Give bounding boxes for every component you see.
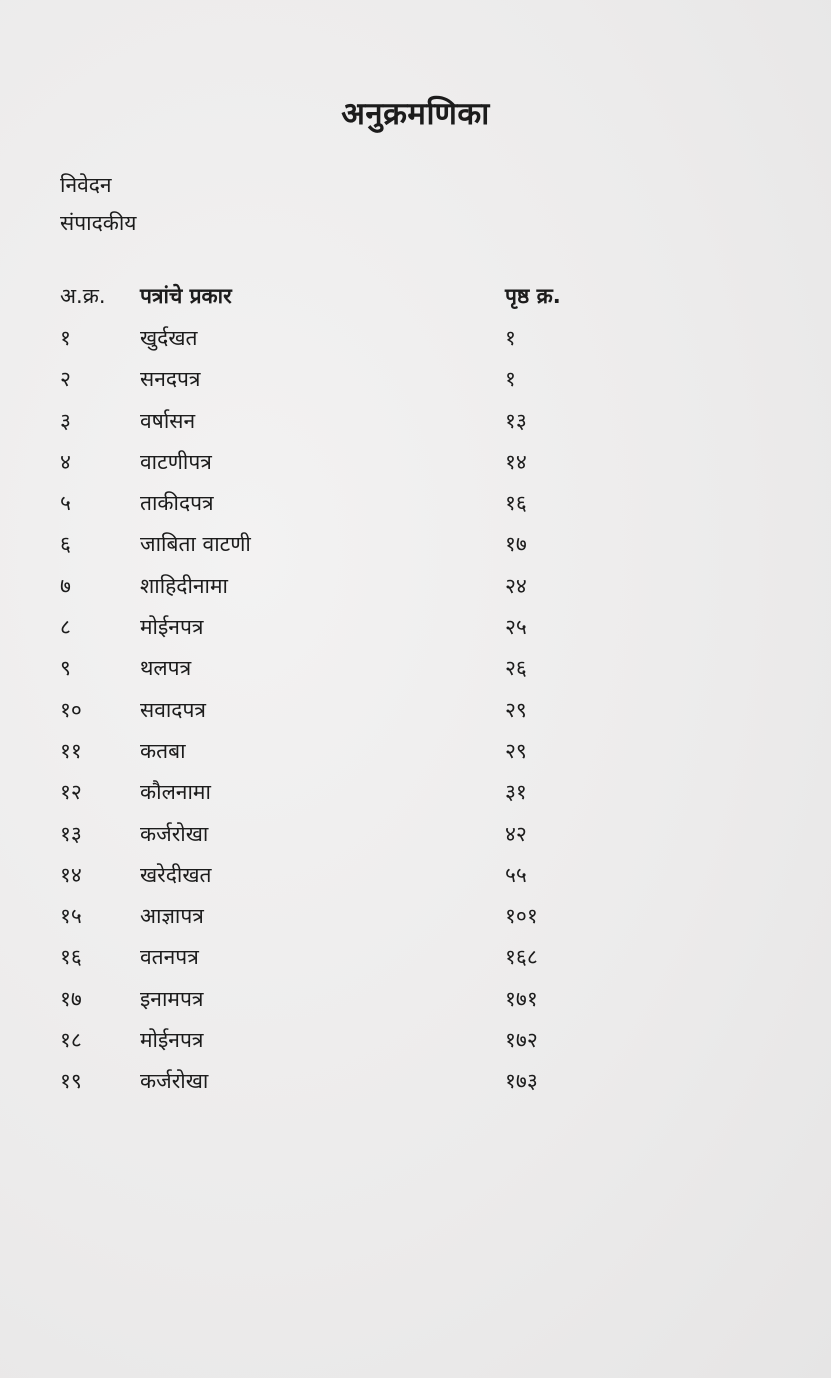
toc-row [0,363,831,404]
toc-row [0,487,831,528]
toc-row [0,735,831,776]
toc-serial-number: १४ [60,862,82,887]
toc-letter-type: मोईनपत्र [140,1028,204,1053]
toc-serial-number: ८ [60,615,71,640]
toc-row [0,652,831,693]
header-page-number: पृष्ठ क्र. [505,284,561,308]
toc-serial-number: २ [60,367,71,392]
toc-serial-number: ४ [60,449,71,474]
toc-page-number: १७२ [505,1028,538,1053]
toc-letter-type: वर्षासन [140,408,196,433]
toc-page-number: १३ [505,408,527,433]
toc-page-number: २९ [505,697,527,722]
toc-page-number: ३१ [505,780,527,805]
header-letter-type: पत्रांचे प्रकार [140,284,232,308]
toc-letter-type: सनदपत्र [140,367,201,392]
toc-letter-type: खुर्दखत [140,326,198,350]
toc-serial-number: १७ [60,986,82,1011]
toc-page-number: १ [505,326,516,350]
toc-page-number: ५५ [505,862,527,887]
toc-serial-number: ११ [60,738,82,763]
toc-letter-type: कौलनामा [140,780,211,805]
toc-row [0,570,831,611]
toc-page-number: १७१ [505,986,538,1011]
toc-serial-number: ७ [60,573,71,598]
toc-list [0,322,831,1107]
toc-letter-type: वाटणीपत्र [140,449,212,474]
toc-serial-number: १० [60,697,82,722]
toc-page-number: १७३ [505,1069,538,1094]
toc-letter-type: खरेदीखत [140,862,212,887]
toc-serial-number: १८ [60,1028,82,1053]
toc-serial-number: १९ [60,1069,82,1094]
toc-letter-type: शाहिदीनामा [140,573,228,598]
toc-letter-type: कतबा [140,738,186,763]
toc-letter-type: इनामपत्र [140,986,204,1011]
toc-page-number: १७ [505,532,527,557]
toc-page-number: २९ [505,738,527,763]
toc-letter-type: ताकीदपत्र [140,491,214,516]
toc-page-number: १६८ [505,945,538,970]
front-matter-editorial: संपादकीय [60,211,137,235]
toc-row [0,818,831,859]
toc-letter-type: थलपत्र [140,656,192,681]
toc-row [0,859,831,900]
toc-letter-type: कर्जरोखा [140,1069,209,1094]
toc-page-number: १४ [505,449,527,474]
toc-serial-number: ३ [60,408,71,433]
toc-row [0,528,831,569]
toc-page-number: २४ [505,573,527,598]
toc-letter-type: वतनपत्र [140,945,199,970]
front-matter-preface: निवेदन [60,173,112,197]
toc-letter-type: आज्ञापत्र [140,904,204,929]
toc-row [0,941,831,982]
toc-header-row [0,282,831,312]
toc-row [0,694,831,735]
toc-serial-number: ९ [60,656,71,681]
toc-letter-type: सवादपत्र [140,697,206,722]
toc-row [0,1024,831,1065]
toc-page-number: २६ [505,656,527,681]
toc-serial-number: १ [60,326,71,350]
toc-serial-number: १५ [60,904,82,929]
toc-page-number: १०१ [505,904,538,929]
toc-serial-number: १२ [60,780,82,805]
toc-serial-number: १३ [60,821,82,846]
toc-letter-type: कर्जरोखा [140,821,209,846]
toc-row [0,611,831,652]
toc-letter-type: जाबिता वाटणी [140,532,251,557]
toc-row [0,405,831,446]
toc-serial-number: ५ [60,491,71,516]
toc-letter-type: मोईनपत्र [140,615,204,640]
toc-row [0,322,831,363]
toc-serial-number: ६ [60,532,71,557]
header-serial-number: अ.क्र. [60,284,106,308]
toc-page-number: ४२ [505,821,527,846]
toc-row [0,1065,831,1106]
toc-row [0,446,831,487]
toc-page-number: २५ [505,615,527,640]
page-title: अनुक्रमणिका [341,96,490,132]
toc-page-number: १ [505,367,516,392]
toc-page-number: १६ [505,491,527,516]
toc-row [0,900,831,941]
toc-serial-number: १६ [60,945,82,970]
toc-row [0,983,831,1024]
toc-row [0,776,831,817]
